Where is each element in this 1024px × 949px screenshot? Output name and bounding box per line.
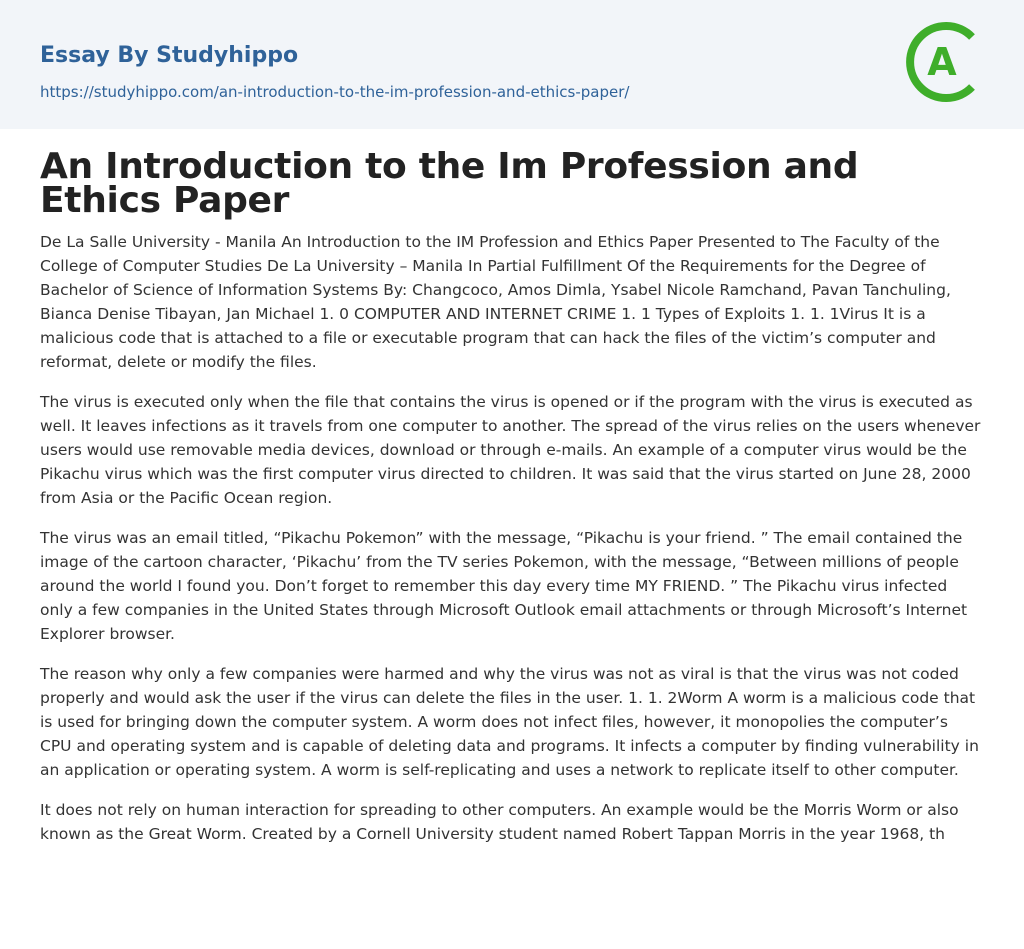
site-title: Essay By Studyhippo [40,43,299,68]
paragraph: De La Salle University - Manila An Introduction to the IM Profession and Ethics Paper Presented to The Faculty of the College of Computer Studies De La University – Manila In Partial Fulfillment Of the Requirements for the Degree of Bachelor of Science of Information Systems By: Changcoco, Amos Dimla, Ysabel Nicole Ramchand, Pavan Tanchuling, Bianca Denise Tibayan, Jan Michael 1. 0 COMPUTER AND INTERNET CRIME 1. 1 Types of Exploits 1. 1. 1Virus It is a malicious code that is attached to a file or executable program that can hack the files of the victim’s computer and reformat, delete or modify the files. [40,233,951,371]
site-logo[interactable] [900,20,984,104]
logo-ring-icon [900,20,984,104]
page-url-link[interactable]: https://studyhippo.com/an-introduction-to-the-im-profession-and-ethics-paper/ [40,83,630,101]
paragraph: The virus was an email titled, “Pikachu Pokemon” with the message, “Pikachu is your friend. ” The email contained the image of the cartoon character, ‘Pikachu’ from the TV series Pokemon, with the message, “Between millions of people around the world I found you. Don’t forget to remember this day every time MY FRIEND. ” The Pikachu virus infected only a few companies in the United States through Microsoft Outlook email attachments or through Microsoft’s Internet Explorer browser. [40,529,968,643]
page-title: An Introduction to the Im Profession and Ethics Paper [40,146,859,221]
paragraph: The reason why only a few companies were harmed and why the virus was not as viral is that the virus was not coded properly and would ask the user if the virus can delete the files in the user. 1. 1. 2Worm A worm is a malicious code that is used for bringing down the computer system. A worm does not infect files, however, it monopolies the computer’s CPU and operating system and is capable of deleting data and programs. It infects a computer by finding vulnerability in an application or operating system. A worm is self-replicating and uses a network to replicate itself to other computer. [40,665,979,779]
article [0,146,1024,846]
site-header [0,0,1024,129]
paragraph: It does not rely on human interaction for spreading to other computers. An example would be the Morris Worm or also known as the Great Worm. Created by a Cornell University student named Robert Tappan Morris in the year 1968, th [40,801,959,843]
paragraph: The virus is executed only when the file that contains the virus is opened or if the program with the virus is executed as well. It leaves infections as it travels from one computer to another. The spread of the virus relies on the users whenever users would use removable media devices, download or through e-mails. An example of a computer virus would be the Pikachu virus which was the first computer virus directed to children. It was said that the virus started on June 28, 2000 from Asia or the Pacific Ocean region. [40,393,981,507]
logo-letter: A [927,40,957,84]
